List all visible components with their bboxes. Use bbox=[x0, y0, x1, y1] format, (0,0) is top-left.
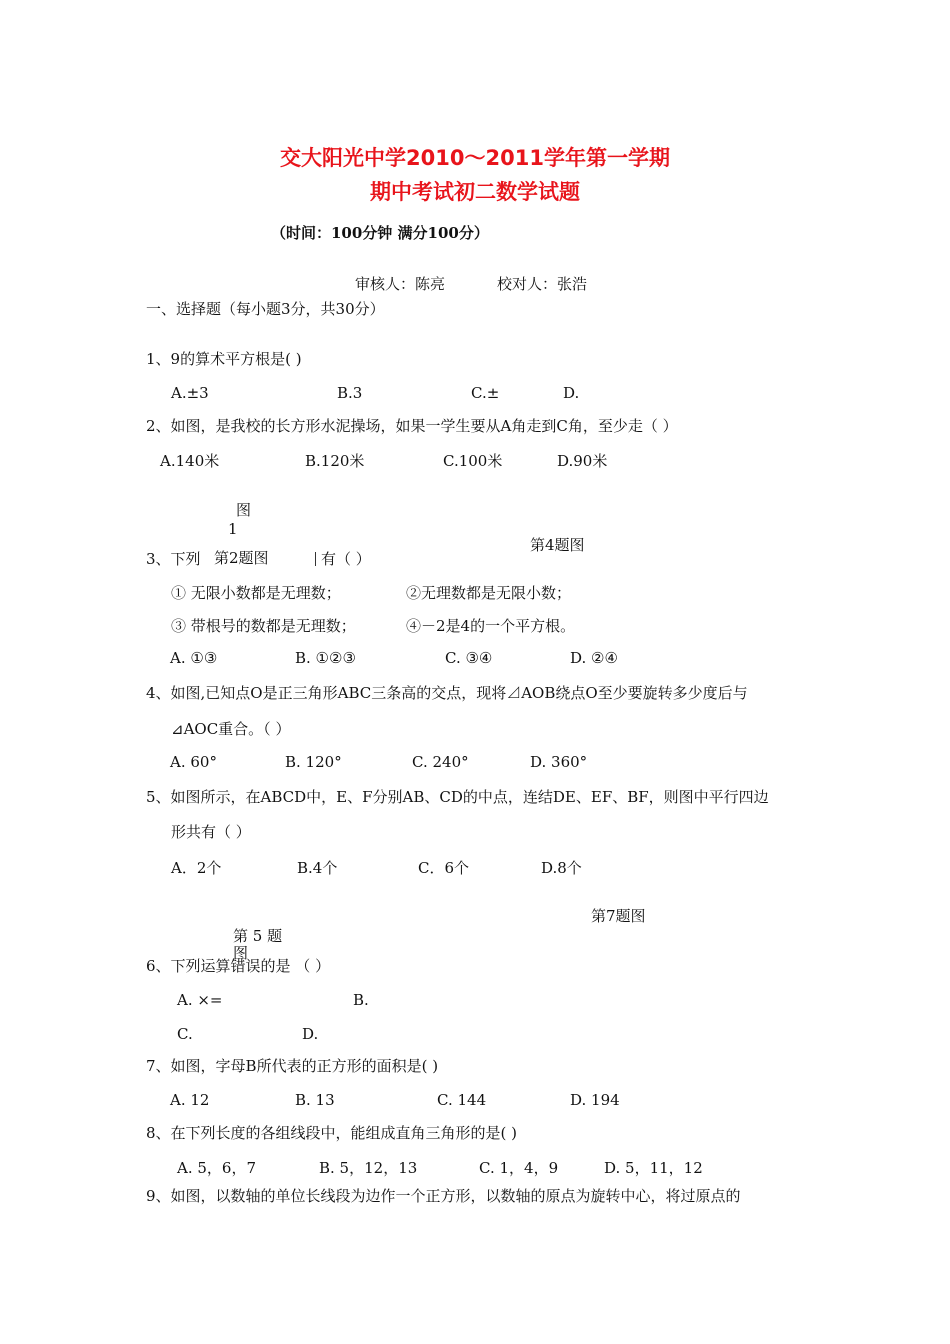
section1-heading: 一、选择题（每小题3分，共30分） bbox=[146, 300, 385, 318]
exam-title-line2: 期中考试初二数学试题 bbox=[370, 180, 580, 204]
q6-option-c: C. bbox=[177, 1025, 193, 1043]
q5-option-d: D.8个 bbox=[541, 859, 582, 877]
reviewer: 审核人：陈亮 bbox=[355, 275, 446, 293]
q3-option-a: A. ①③ bbox=[170, 649, 218, 667]
q2-option-a: A.140米 bbox=[160, 452, 220, 470]
q2-option-d: D.90米 bbox=[557, 452, 608, 470]
q9-stem: 9、如图，以数轴的单位长线段为边作一个正方形，以数轴的原点为旋转中心，将过原点的 bbox=[146, 1187, 741, 1205]
q3-statement-3: ③ 带根号的数都是无理数； bbox=[171, 617, 356, 635]
q1-option-b: B.3 bbox=[337, 384, 363, 402]
time-info: （时间：100分钟 满分100分） bbox=[271, 224, 489, 242]
q5-option-b: B.4个 bbox=[297, 859, 338, 877]
q6-option-b: B. bbox=[353, 991, 369, 1009]
q4-option-a: A. 60° bbox=[170, 753, 217, 771]
q8-stem: 8、在下列长度的各组线段中，能组成直角三角形的是( ) bbox=[146, 1124, 518, 1142]
q4-option-c: C. 240° bbox=[412, 753, 469, 771]
q5-stem-line1: 5、如图所示，在ABCD中，E、F分别AB、CD的中点，连结DE、EF、BF，则图中平行四边 bbox=[146, 788, 769, 806]
q4-stem-line2: ⊿AOC重合。（ ） bbox=[171, 720, 291, 738]
q7-stem: 7、如图，字母B所代表的正方形的面积是( ) bbox=[146, 1057, 439, 1075]
figure-edge-line bbox=[315, 552, 316, 566]
q8-option-c: C. 1，4，9 bbox=[479, 1159, 559, 1177]
q3-statement-2: ②无理数都是无限小数； bbox=[406, 584, 572, 602]
q8-option-b: B. 5，12，13 bbox=[319, 1159, 418, 1177]
q3-stem-start: 3、下列 bbox=[146, 550, 201, 568]
q1-option-d: D. bbox=[563, 384, 580, 402]
q4-stem-line1: 4、如图,已知点O是正三角形ABC三条高的交点，现将⊿AOB绕点O至少要旋转多少度后与 bbox=[146, 684, 748, 702]
exam-title-line1: 交大阳光中学2010～2011学年第一学期 bbox=[280, 146, 670, 170]
proofreader: 校对人：张浩 bbox=[497, 275, 588, 293]
q1-option-c: C.± bbox=[471, 384, 500, 402]
q7-option-c: C. 144 bbox=[437, 1091, 487, 1109]
q7-option-a: A. 12 bbox=[170, 1091, 210, 1109]
q2-stem: 2、如图，是我校的长方形水泥操场，如果一学生要从A角走到C角，至少走（ ） bbox=[146, 417, 678, 435]
q8-option-a: A. 5，6，7 bbox=[177, 1159, 256, 1177]
q6-stem: 6、下列运算错误的是 （ ） bbox=[146, 957, 331, 975]
fig5-label-a: 第 5 题 bbox=[233, 927, 283, 945]
q1-stem: 1、9的算术平方根是( ) bbox=[146, 350, 302, 368]
fig4-label: 第4题图 bbox=[530, 536, 585, 554]
q7-option-b: B. 13 bbox=[295, 1091, 335, 1109]
fig1-label-a: 图 bbox=[236, 501, 252, 519]
q1-option-a: A.±3 bbox=[171, 384, 209, 402]
q7-option-d: D. 194 bbox=[570, 1091, 620, 1109]
fig5-label-b: 图 bbox=[233, 944, 249, 962]
q3-stem-end: 有（ ） bbox=[321, 550, 371, 568]
q4-option-b: B. 120° bbox=[285, 753, 342, 771]
q8-option-d: D. 5，11，12 bbox=[604, 1159, 703, 1177]
q6-option-d: D. bbox=[302, 1025, 319, 1043]
q3-option-c: C. ③④ bbox=[445, 649, 493, 667]
q2-option-c: C.100米 bbox=[443, 452, 503, 470]
q3-statement-4: ④－2是4的一个平方根。 bbox=[406, 617, 576, 635]
q3-statement-1: ① 无限小数都是无理数； bbox=[171, 584, 341, 602]
q5-option-c: C．6个 bbox=[418, 859, 470, 877]
q5-stem-line2: 形共有（ ） bbox=[171, 823, 251, 841]
fig1-label-b: 1 bbox=[228, 520, 238, 538]
q2-option-b: B.120米 bbox=[305, 452, 365, 470]
q5-option-a: A．2个 bbox=[171, 859, 222, 877]
fig2-label: 第2题图 bbox=[214, 549, 269, 567]
q3-option-d: D. ②④ bbox=[570, 649, 618, 667]
q4-option-d: D. 360° bbox=[530, 753, 588, 771]
q6-option-a: A. ×= bbox=[177, 991, 223, 1009]
fig7-label: 第7题图 bbox=[591, 907, 646, 925]
q3-option-b: B. ①②③ bbox=[295, 649, 356, 667]
